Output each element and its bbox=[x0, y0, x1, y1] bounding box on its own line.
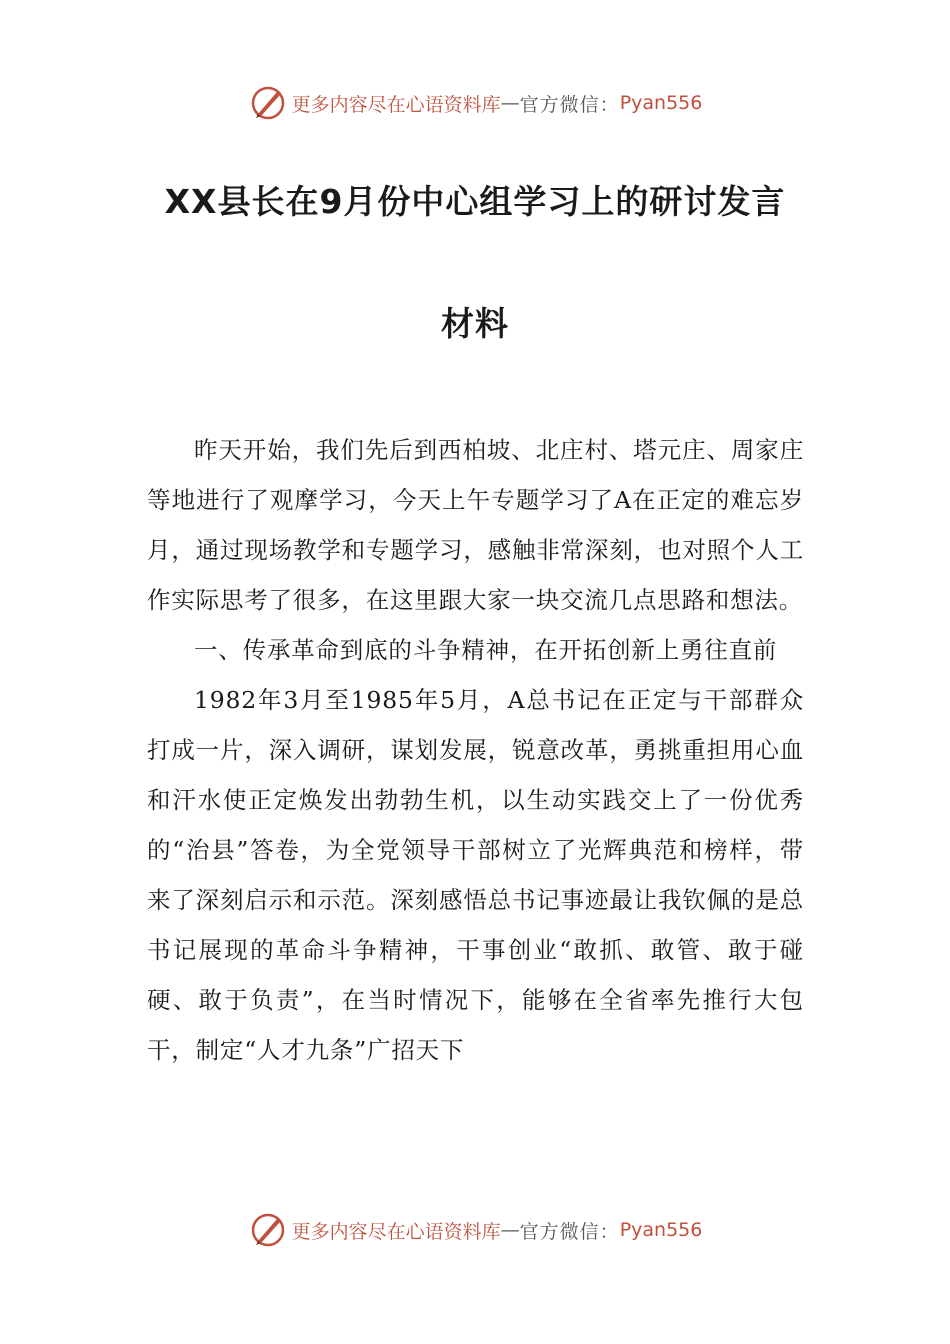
pen-logo-icon bbox=[248, 83, 288, 123]
banner-wechat-id: Pyan556 bbox=[619, 1219, 703, 1241]
banner-wechat-label: 官方微信： bbox=[519, 1220, 620, 1243]
body-paragraph: 1982年3月至1985年5月，A总书记在正定与干部群众打成一片，深入调研，谋划发展，锐意改革，勇挑重担用心血和汗水使正定焕发出勃勃生机，以生动实践交上了一份优秀的“治县”答卷，为全党领导干部树立了光辉典范和榜样，带来了深刻启示和示范。深刻感悟总书记事迹最让我钦佩的是总书记展现的革命斗争精神，干事创业“敢抓、敢管、敢于碰硬、敢于负责”，在当时情况下，能够在全省率先推行大包干，制定“人才九条”广招天下 bbox=[147, 686, 804, 1064]
banner-wechat-label: 官方微信： bbox=[519, 93, 620, 116]
banner-separator: — bbox=[500, 92, 520, 114]
body-paragraph: 昨天开始，我们先后到西柏坡、北庄村、塔元庄、周家庄等地进行了观摩学习，今天上午专题学习了A在正定的难忘岁月，通过现场教学和专题学习，感触非常深刻，也对照个人工作实际思考了很多，在这里跟大家一块交流几点思路和想法。 bbox=[147, 436, 804, 614]
footer-watermark-banner bbox=[0, 1210, 950, 1250]
document-body bbox=[147, 425, 804, 1075]
banner-text: 更多内容尽在心语资料库 bbox=[291, 1220, 501, 1243]
document-title-line-2: 材料 bbox=[441, 304, 509, 343]
pen-logo-icon bbox=[248, 1210, 288, 1250]
banner-text: 更多内容尽在心语资料库 bbox=[291, 93, 501, 116]
banner-wechat-id: Pyan556 bbox=[619, 92, 703, 114]
document-title-line-1: XX县长在9月份中心组学习上的研讨发言 bbox=[164, 182, 786, 221]
header-watermark-banner bbox=[0, 83, 950, 123]
section-heading: 一、传承革命到底的斗争精神，在开拓创新上勇往直前 bbox=[194, 636, 778, 664]
banner-separator: — bbox=[500, 1219, 520, 1241]
